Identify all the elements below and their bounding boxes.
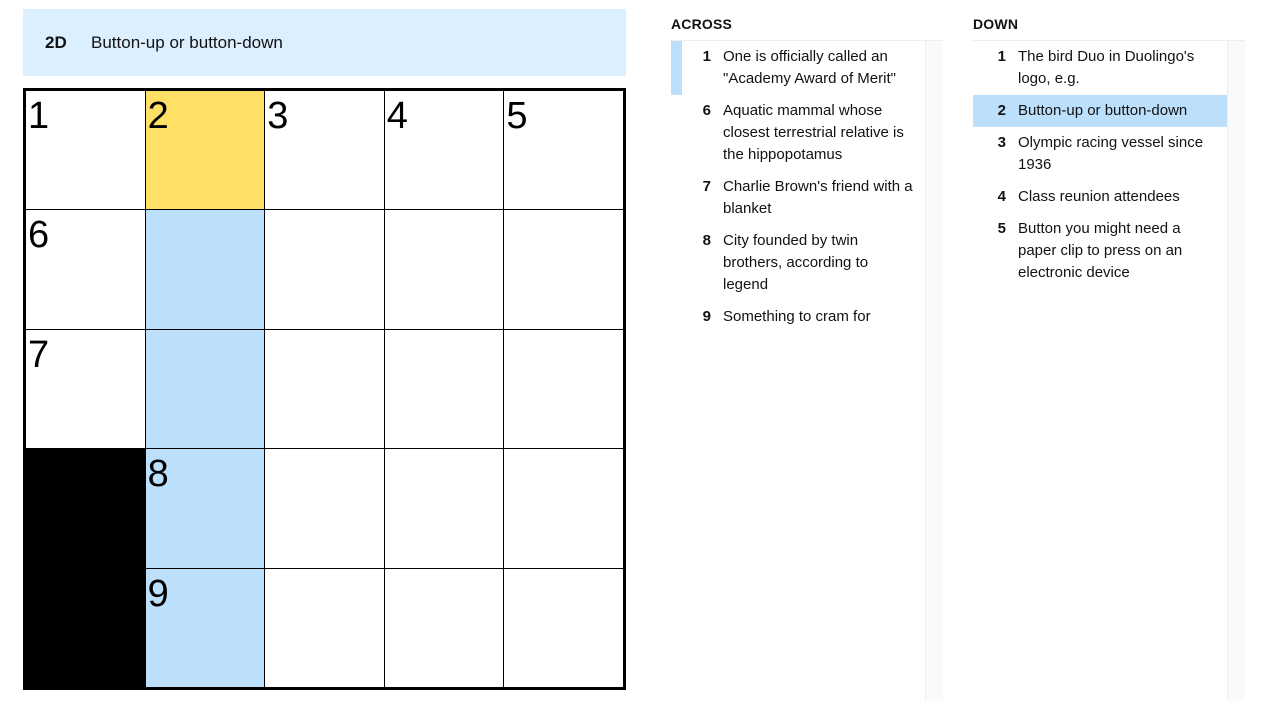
down-clue-scroller[interactable] [973,40,1245,700]
clue-number: 9 [702,308,711,325]
down-scrollbar[interactable] [1227,41,1245,701]
grid-cell[interactable] [146,330,265,448]
crossword-grid [23,88,626,690]
grid-cell[interactable] [504,449,623,567]
across-clue-scroller[interactable] [671,40,943,700]
grid-cell[interactable] [385,449,504,567]
across-heading: ACROSS [671,16,733,32]
current-clue-id: 2D [45,32,67,52]
clue-text: Something to cram for [723,308,871,325]
grid-cell[interactable] [385,210,504,328]
cell-number: 7 [28,333,50,376]
clue-text: City founded by twin brothers, according to legend [723,232,869,293]
down-clue-3[interactable] [973,127,1227,181]
grid-cell[interactable] [385,330,504,448]
cell-number: 3 [267,95,289,137]
grid-cell[interactable] [265,449,384,567]
down-clue-4[interactable] [973,181,1227,213]
clue-text: Button you might need a paper clip to press on an electronic device [1018,220,1183,281]
clue-number: 4 [997,188,1006,205]
across-clue-9[interactable] [671,301,925,333]
grid-cell[interactable] [385,569,504,687]
across-clue-1[interactable] [671,41,925,95]
clue-text: Olympic racing vessel since 1936 [1018,134,1204,173]
cell-number: 9 [147,572,169,615]
down-clue-5[interactable] [973,213,1227,289]
clue-number: 1 [997,48,1006,65]
clue-number: 6 [702,102,711,119]
grid-cell[interactable] [265,91,384,209]
current-clue-text: Button-up or button-down [91,32,283,52]
across-clue-7[interactable] [671,171,925,225]
clue-number: 7 [702,178,711,195]
grid-cell[interactable] [146,91,265,209]
clue-text: One is officially called an "Academy Award of Merit" [723,48,896,87]
grid-cell[interactable] [26,210,145,328]
grid-cell[interactable] [504,330,623,448]
down-heading: DOWN [973,16,1019,32]
clue-text: Charlie Brown's friend with a blanket [723,178,913,217]
current-clue-bar[interactable] [23,9,626,76]
grid-cell[interactable] [504,91,623,209]
cell-number: 2 [147,95,169,137]
cell-number: 6 [28,214,50,257]
across-clue-6[interactable] [671,95,925,171]
down-clue-list [973,0,1245,700]
grid-cell[interactable] [265,210,384,328]
clue-text: The bird Duo in Duolingo's logo, e.g. [1018,48,1195,87]
cell-number: 5 [506,95,528,137]
grid-cell[interactable] [265,569,384,687]
grid-cell[interactable] [26,91,145,209]
grid-cell[interactable] [504,210,623,328]
cell-number: 8 [147,453,169,496]
clue-text: Aquatic mammal whose closest terrestrial relative is the hippopotamus [723,102,904,163]
clue-number: 3 [997,134,1006,151]
grid-cell[interactable] [146,569,265,687]
black-square [26,449,145,567]
down-clue-1[interactable] [973,41,1227,95]
grid-cell[interactable] [146,449,265,567]
across-clue-8[interactable] [671,225,925,301]
cell-number: 4 [386,95,408,137]
grid-cell[interactable] [146,210,265,328]
across-clue-list [671,0,943,700]
cell-number: 1 [28,95,50,137]
clue-number: 1 [702,48,711,65]
clue-number: 5 [997,220,1006,237]
clue-number: 2 [997,102,1006,119]
down-clue-2[interactable] [973,95,1227,127]
grid-cell[interactable] [504,569,623,687]
across-scrollbar[interactable] [925,41,943,701]
grid-cell[interactable] [265,330,384,448]
black-square [26,569,145,687]
clue-text: Button-up or button-down [1018,102,1188,119]
grid-cell[interactable] [385,91,504,209]
clue-number: 8 [702,232,711,249]
clue-text: Class reunion attendees [1018,188,1180,205]
grid-cell[interactable] [26,330,145,448]
